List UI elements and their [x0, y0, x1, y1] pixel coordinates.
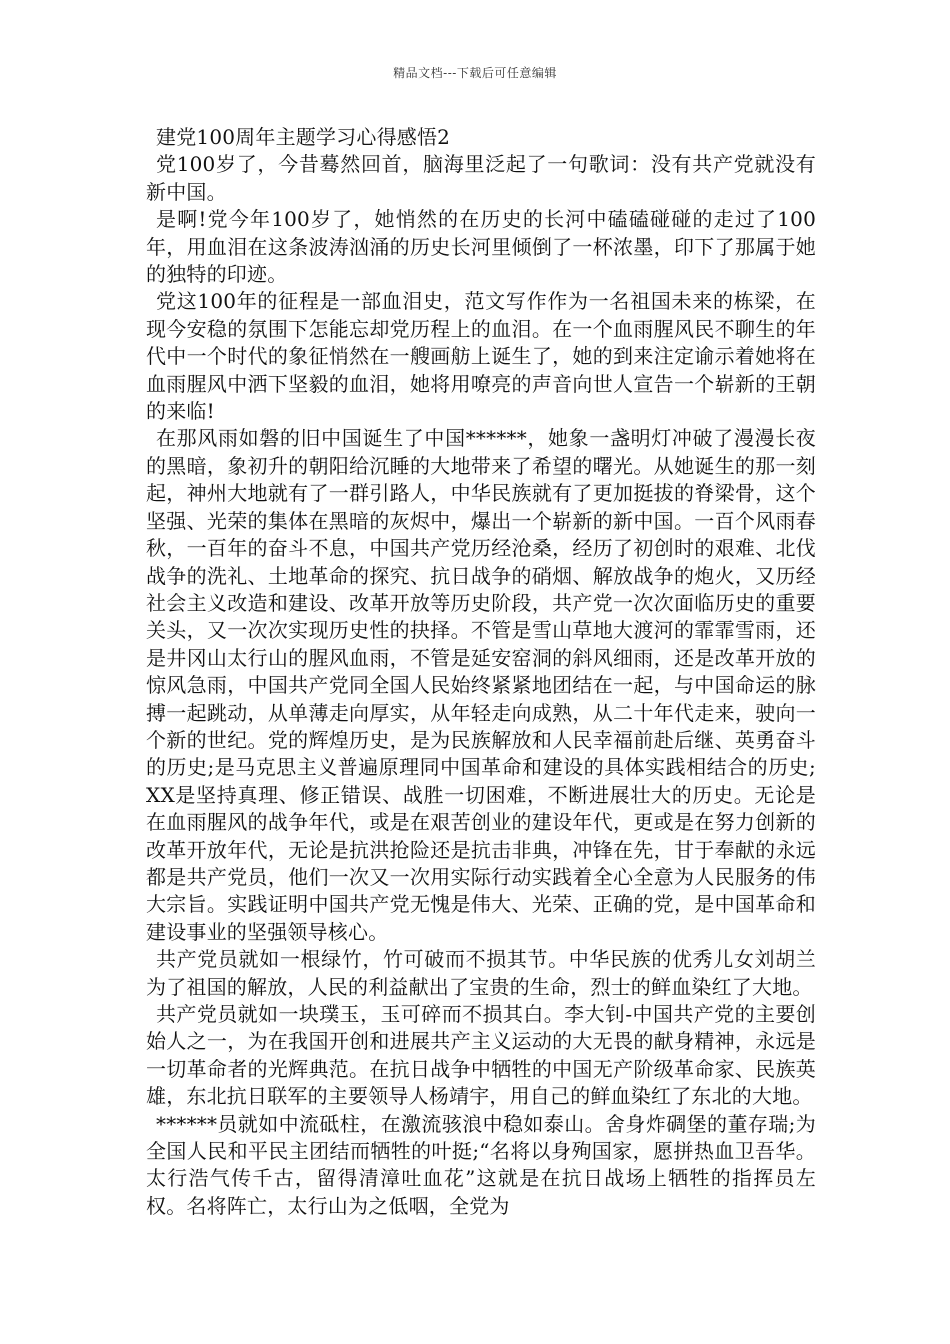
document-title: 建党100周年主题学习心得感悟2 [156, 125, 451, 149]
paragraph-6: 共产党员就如一块璞玉，玉可碎而不损其白。李大钊-中国共产党的主要创始人之一，为在我国开创和进展共产主义运动的大无畏的献身精神，永远是一切革命者的光辉典范。在抗日战争中牺牲的中国无产阶级革命家、民族英雄，东北抗日联军的主要领导人杨靖宇，用自己的鲜血染红了东北的大地。 [146, 1002, 816, 1109]
document-body [146, 124, 816, 1220]
paragraph-5: 共产党员就如一根绿竹，竹可破而不损其节。中华民族的优秀儿女刘胡兰为了祖国的解放，人民的利益献出了宝贵的生命，烈士的鲜血染红了大地。 [146, 947, 816, 999]
paragraph-7: ******员就如中流砥柱，在激流骇浪中稳如泰山。舍身炸碉堡的董存瑞;为全国人民和平民主团结而牺牲的叶挺;“名将以身殉国家，愿拼热血卫吾华。太行浩气传千古，留得清漳吐血花”这就是在抗日战场上牺牲的指挥员左权。名将阵亡，太行山为之低咽，全党为 [146, 1111, 816, 1218]
page-header: 精品文档---下载后可任意编辑 [393, 66, 557, 80]
paragraph-3: 党这100年的征程是一部血泪史，范文写作作为一名祖国未来的栋梁，在现今安稳的氛围下怎能忘却党历程上的血泪。在一个血雨腥风民不聊生的年代中一个时代的象征悄然在一艘画舫上诞生了，她的到来注定谕示着她将在血雨腥风中洒下坚毅的血泪，她将用嘹亮的声音向世人宣告一个崭新的王朝的来临! [146, 289, 816, 424]
paragraph-1: 党100岁了，今昔蓦然回首，脑海里泛起了一句歌词：没有共产党就没有新中国。 [146, 152, 816, 204]
paragraph-4: 在那风雨如磐的旧中国诞生了中国******，她象一盏明灯冲破了漫漫长夜的黑暗，象初升的朝阳给沉睡的大地带来了希望的曙光。从她诞生的那一刻起，神州大地就有了一群引路人，中华民族就有了更加挺拔的脊梁骨，这个坚强、光荣的集体在黑暗的灰烬中，爆出一个崭新的新中国。一百个风雨春秋，一百年的奋斗不息，中国共产党历经沧桑，经历了初创时的艰难、北伐战争的洗礼、土地革命的探究、抗日战争的硝烟、解放战争的炮火，又历经社会主义改造和建设、改革开放等历史阶段，共产党一次次面临历史的重要关头，又一次次实现历史性的抉择。不管是雪山草地大渡河的霏霏雪雨，还是井冈山太行山的腥风血雨，不管是延安窑洞的斜风细雨，还是改革开放的惊风急雨，中国共产党同全国人民始终紧紧地团结在一起，与中国命运的脉搏一起跳动，从单薄走向厚实，从年轻走向成熟，从二十年代走来，驶向一个新的世纪。党的辉煌历史，是为民族解放和人民幸福前赴后继、英勇奋斗的历史;是马克思主义普遍原理同中国革命和建设的具体实践相结合的历史;XX是坚持真理、修正错误、战胜一切困难，不断进展壮大的历史。无论是在血雨腥风的战争年代，或是在艰苦创业的建设年代，更或是在努力创新的改革开放年代，无论是抗洪抢险还是抗击非典，冲锋在先，甘于奉献的永远都是共产党员，他们一次又一次用实际行动实践着全心全意为人民服务的伟大宗旨。实践证明中国共产党无愧是伟大、光荣、正确的党，是中国革命和建设事业的坚强领导核心。 [146, 426, 816, 944]
paragraph-2: 是啊!党今年100岁了，她悄然的在历史的长河中磕磕碰碰的走过了100年，用血泪在这条波涛汹涌的历史长河里倾倒了一杯浓墨，印下了那属于她的独特的印迹。 [146, 207, 816, 287]
